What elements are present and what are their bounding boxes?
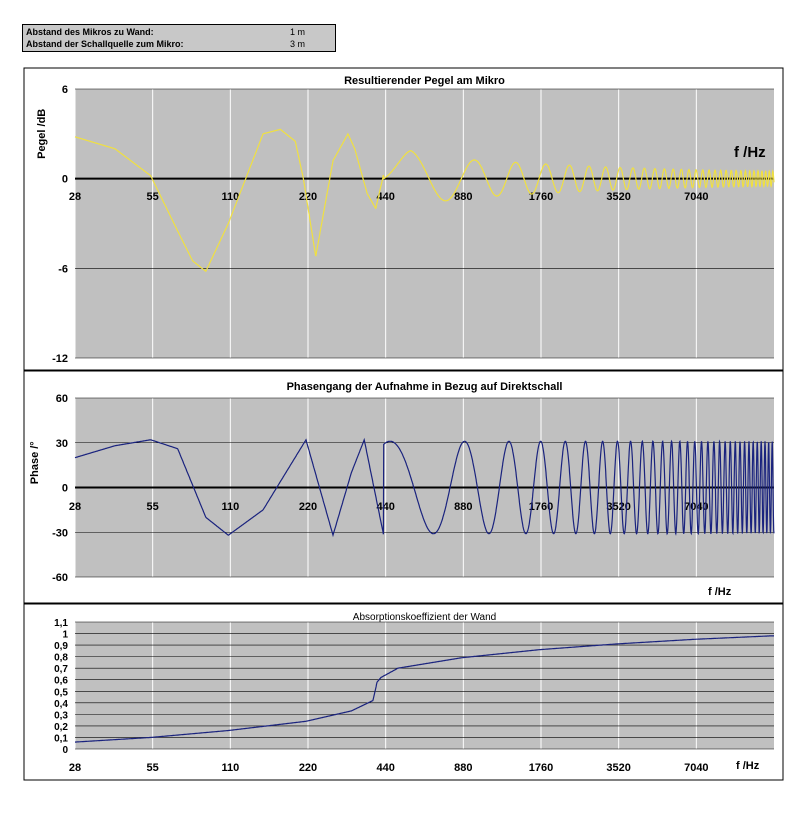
chart-title: Absorptionskoeffizient der Wand [352, 612, 497, 623]
x-tick-label: 1760 [528, 191, 554, 203]
x-tick-label: 55 [146, 191, 159, 203]
y-tick-label: 0,4 [54, 698, 68, 710]
y-tick-label: 0,9 [54, 641, 68, 653]
y-tick-label: 0,2 [54, 721, 68, 733]
x-tick-label: 110 [221, 762, 240, 774]
x-tick-label: 28 [68, 762, 82, 774]
x-tick-label: 28 [68, 501, 82, 513]
x-tick-label: 3520 [606, 762, 631, 774]
y-tick-label: 1 [62, 629, 68, 641]
source-mic-distance-value: 3 m [290, 39, 306, 49]
chart-title: Phasengang der Aufnahme in Bezug auf Direktschall [286, 381, 563, 393]
x-unit-label: f /Hz [734, 144, 766, 161]
y-tick-label: 30 [55, 437, 68, 450]
y-tick-label: 0 [62, 745, 68, 756]
x-tick-label: 880 [454, 762, 473, 774]
chart-1 [24, 68, 783, 370]
y-tick-label: -60 [52, 572, 68, 584]
x-tick-label: 7040 [684, 501, 709, 513]
x-tick-label: 3520 [606, 191, 631, 203]
y-tick-label: 0,6 [54, 675, 68, 687]
x-tick-label: 110 [221, 501, 240, 513]
chart-title: Resultierender Pegel am Mikro [344, 75, 505, 87]
y-axis-label: Phase /° [29, 441, 41, 485]
y-tick-label: -30 [52, 527, 68, 540]
x-tick-label: 28 [68, 191, 82, 203]
x-tick-label: 1760 [528, 762, 554, 774]
y-tick-label: 0 [61, 173, 68, 186]
y-tick-label: 0,8 [54, 652, 68, 664]
x-tick-label: 7040 [684, 762, 709, 774]
x-tick-label: 3520 [606, 501, 631, 513]
y-axis-label: Pegel /dB [36, 108, 48, 159]
x-tick-label: 110 [221, 191, 240, 203]
mic-wall-distance-label: Abstand des Mikros zu Wand: [26, 27, 154, 37]
x-tick-label: 440 [376, 501, 395, 513]
y-tick-label: 0,5 [54, 687, 68, 699]
source-mic-distance-label: Abstand der Schallquelle zum Mikro: [26, 39, 184, 49]
x-tick-label: 440 [376, 191, 395, 203]
x-tick-label: 220 [298, 191, 318, 203]
x-tick-label: 880 [454, 191, 473, 203]
x-tick-label: 880 [454, 501, 473, 513]
x-tick-label: 55 [146, 762, 159, 774]
y-tick-label: 6 [61, 84, 68, 96]
y-tick-label: 0,3 [54, 710, 68, 722]
y-tick-label: 0 [61, 482, 68, 495]
x-tick-label: 220 [298, 501, 318, 513]
x-tick-label: 55 [146, 501, 159, 513]
y-tick-label: 1,1 [54, 618, 68, 629]
y-tick-label: 0,7 [54, 664, 68, 676]
chart-3 [24, 604, 783, 780]
y-tick-label: -12 [52, 353, 68, 365]
y-tick-label: 0,1 [54, 733, 68, 745]
x-unit-label: f /Hz [708, 586, 732, 598]
plot-area [75, 89, 774, 358]
chart-2 [24, 371, 783, 603]
x-unit-label: f /Hz [736, 760, 760, 772]
x-tick-label: 7040 [684, 191, 709, 203]
mic-wall-distance-value: 1 m [290, 27, 306, 37]
y-tick-label: 60 [55, 393, 68, 405]
y-tick-label: -6 [58, 263, 68, 276]
x-tick-label: 440 [376, 762, 395, 774]
x-tick-label: 220 [298, 762, 318, 774]
x-tick-label: 1760 [528, 501, 554, 513]
